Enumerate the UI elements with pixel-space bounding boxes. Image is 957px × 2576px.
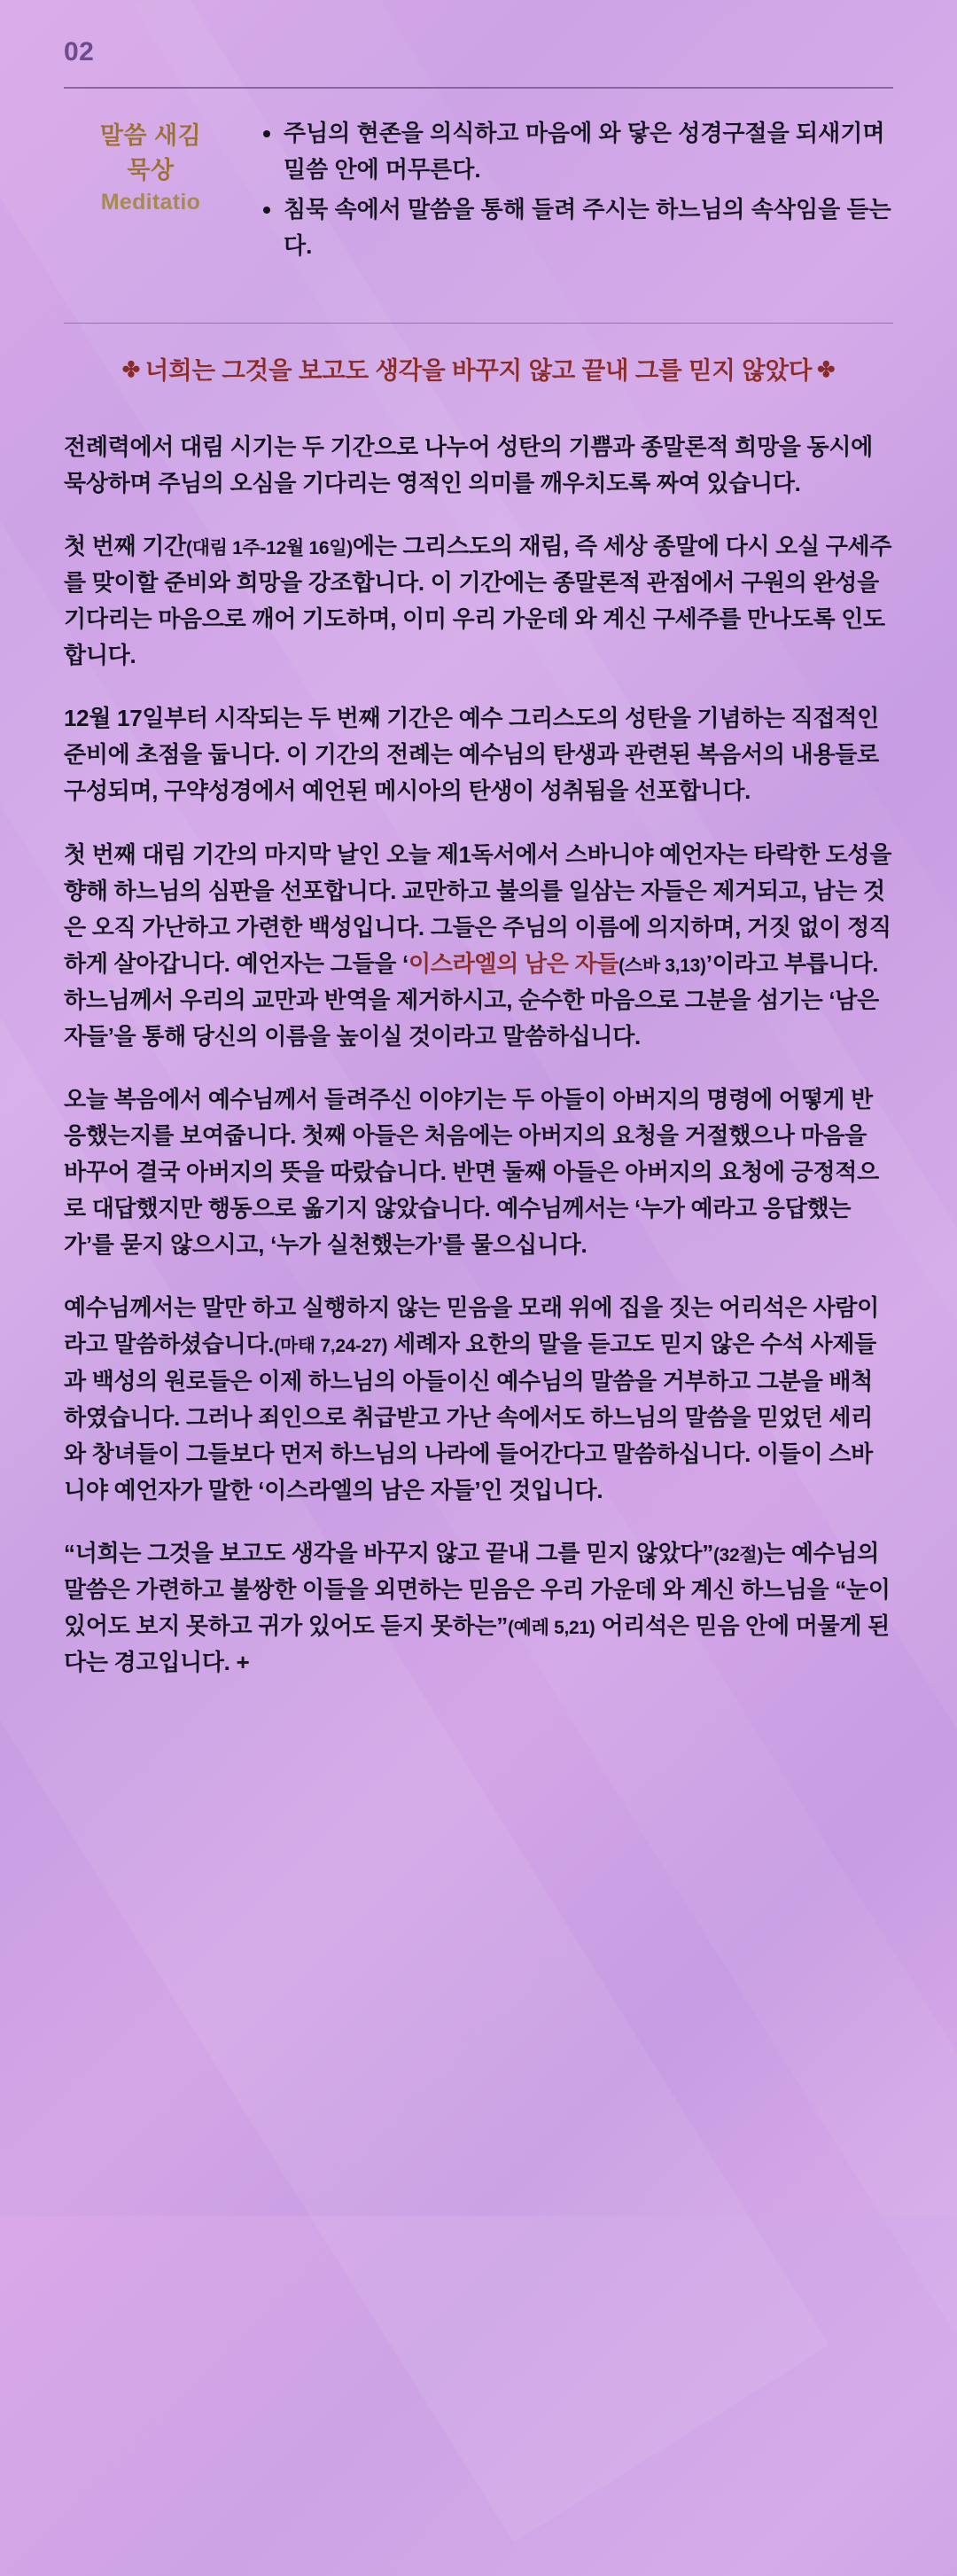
paragraph-3: 12월 17일부터 시작되는 두 번째 기간은 예수 그리스도의 성탄을 기념하는 직접적인 준비에 초점을 둡니다. 이 기간의 전례는 예수님의 탄생과 관련된 복음서의 내용들로 구성되며, 구약성경에서 예언된 메시아의 탄생이 성취됨을 선포합니다. <box>64 705 879 805</box>
meditatio-label-latin: Meditatio <box>100 190 201 215</box>
paragraph-7-reference-1: (32절) <box>712 1544 764 1565</box>
paragraph-4-reference: (스바 3,13) <box>619 955 706 976</box>
list-item: • 침묵 속에서 말씀을 통해 들려 주시는 하느님의 속삭임을 듣는다. <box>284 191 893 264</box>
paragraph-6-part-b: 세례자 요한의 말을 듣고도 믿지 않은 수석 사제들과 백성의 원로들은 이제 하느님의 아들이신 예수님의 말씀을 거부하고 그분을 배척하였습니다. 그러나 죄인으로 취급받고 가난 속에서도 하느님의 말씀을 믿었던 세리와 창녀들이 그들보다 먼저 하느님의 나라에 들어간다고 말씀하십니다. 이들이 스바니야 예언자가 말한 ‘이스라엘의 남은 자들’인 것입니다. <box>64 1331 876 1503</box>
paragraph-6-part-a: 예수님께서는 말만 하고 실행하지 않는 믿음을 모래 위에 집을 짓는 어리석은 사람이라고 말씀하셨습니다. <box>64 1294 879 1358</box>
paragraph-7 <box>64 1535 893 1681</box>
paragraph-5: 오늘 복음에서 예수님께서 들려주신 이야기는 두 아들이 아버지의 명령에 어떻게 반응했는지를 보여줍니다. 첫째 아들은 처음에는 아버지의 요청을 거절했으나 마음을 바꾸어 결국 아버지의 뜻을 따랐습니다. 반면 둘째 아들은 아버지의 요청에 긍정적으로 대답했지만 행동으로 옮기지 않았습니다. 예수님께서는 ‘누가 예라고 응답했는가’를 묻지 않으시고, ‘누가 실천했는가’를 물으십니다. <box>64 1085 879 1259</box>
divider-middle-wrap <box>64 323 893 324</box>
paragraph-4-highlight: 이스라엘의 남은 자들 <box>408 949 619 977</box>
paragraph-7-part-c: 어리석은 믿음 안에 머물게 된다는 경고입니다. + <box>64 1612 890 1676</box>
paragraph-2-part-a: 첫 번째 기간 <box>64 532 186 559</box>
flower-icon: ✤ <box>121 358 140 383</box>
paragraph-2 <box>64 528 893 674</box>
paragraph-7-reference-2: (예레 5,21) <box>507 1618 595 1638</box>
list-item: • 주님의 현존을 의식하고 마음에 와 닿은 성경구절을 되새기며 밀씀 안에 머무른다. <box>284 115 893 188</box>
paragraph-2-reference: (대림 1주-12월 16일) <box>185 537 353 558</box>
paragraph-7-quote: “너희는 그것을 보고도 생각을 바꾸지 않고 끝내 그를 믿지 않았다” <box>64 1539 713 1566</box>
paragraph-7-part-b: 는 예수님의 말씀은 가련하고 불쌍한 이들을 외면하는 믿음은 우리 가운데 와 계신 하느님을 “눈이 있어도 보지 못하고 귀가 있어도 듣지 못하는” <box>64 1539 891 1639</box>
meditatio-label-line2: 묵상 <box>127 157 175 184</box>
page-number: 02 <box>64 37 95 66</box>
paragraph-1: 전례력에서 대림 시기는 두 기간으로 나누어 성탄의 기쁨과 종말론적 희망을 동시에 묵상하며 주님의 오심을 기다리는 영적인 의미를 깨우치도록 짜여 있습니다. <box>64 433 873 496</box>
paragraph-6 <box>64 1290 893 1508</box>
meditatio-header <box>64 115 893 268</box>
divider-middle <box>64 323 893 324</box>
paragraph-4-part-b: ’이라고 부릅니다. 하느님께서 우리의 교만과 반역을 제거하시고, 순수한 마음으로 그분을 섬기는 ‘남은 자들’을 통해 당신의 이름을 높이실 것이라고 말씀하십니다. <box>64 949 879 1050</box>
paragraph-4 <box>64 837 893 1055</box>
paragraph-6-reference: (마태 7,24-27) <box>274 1336 388 1357</box>
meditatio-bullet-list <box>237 115 893 268</box>
verse-heading-text: 너희는 그것을 보고도 생각을 바꾸지 않고 끝내 그를 믿지 않았다 <box>144 356 813 385</box>
meditatio-label-group <box>64 115 237 215</box>
reflection-body <box>64 429 893 1681</box>
paragraph-2-part-b: 에는 그리스도의 재림, 즉 세상 종말에 다시 오실 구세주를 맞이할 준비와 희망을 강조합니다. 이 기간에는 종말론적 관점에서 구원의 완성을 기다리는 마음으로 깨어 기도하며, 이미 우리 가운데 와 계신 구세주를 만나도록 인도합니다. <box>64 532 892 669</box>
verse-heading <box>64 354 893 388</box>
meditatio-label-line1: 말씀 새김 <box>99 122 202 149</box>
paragraph-4-part-a: 첫 번째 대림 기간의 마지막 날인 오늘 제1독서에서 스바니야 예언자는 타락한 도성을 향해 하느님의 심판을 선포합니다. 교만하고 불의를 일삼는 자들은 제거되고, 남는 것은 오직 가난하고 가련한 백성입니다. 그들은 주님의 이름에 의지하며, 거짓 없이 정직하게 살아갑니다. 예언자는 그들을 ‘ <box>64 840 892 977</box>
divider-top <box>64 87 893 89</box>
flower-icon: ✤ <box>817 358 836 383</box>
